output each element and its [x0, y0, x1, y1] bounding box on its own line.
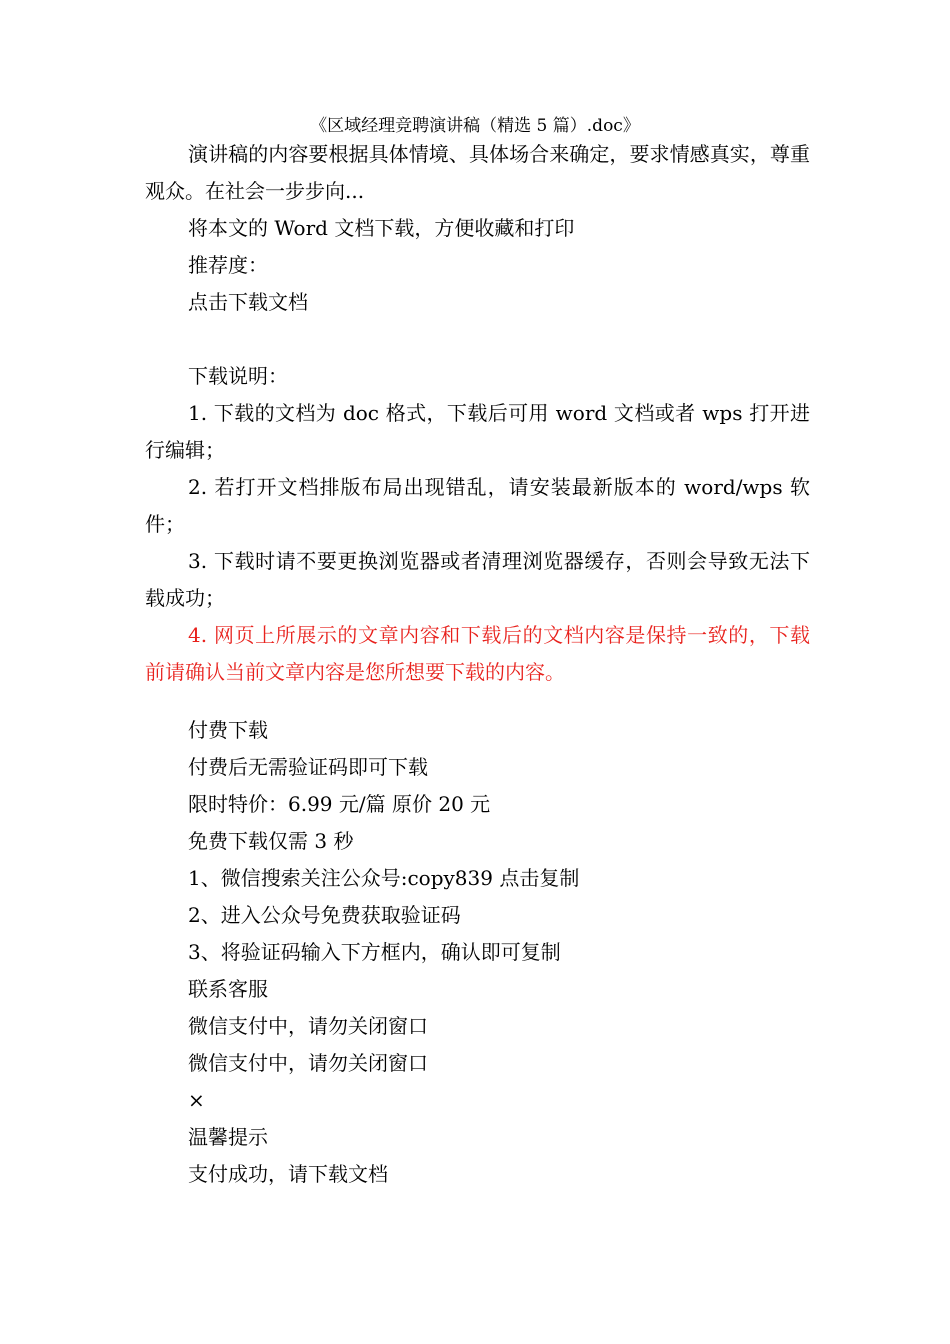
instruction-item-3: 3. 下载时请不要更换浏览器或者清理浏览器缓存，否则会导致无法下载成功； [145, 549, 810, 610]
instructions-heading: 下载说明： [188, 364, 288, 388]
download-prompt: 将本文的 Word 文档下载，方便收藏和打印 [188, 216, 575, 240]
no-code-note: 付费后无需验证码即可下载 [188, 755, 428, 779]
contact-support-link[interactable]: 联系客服 [188, 977, 268, 1001]
instruction-item-2: 2. 若打开文档排版布局出现错乱，请安装最新版本的 word/wps 软件； [145, 475, 810, 536]
instruction-item-1: 1. 下载的文档为 doc 格式，下载后可用 word 文档或者 wps 打开进行编辑； [145, 401, 810, 462]
download-document-link[interactable]: 点击下载文档 [188, 290, 308, 314]
free-step-1: 1、微信搜索关注公众号:copy839 点击复制 [188, 866, 580, 890]
paid-download-heading: 付费下载 [188, 718, 268, 742]
wechat-pay-notice-1: 微信支付中，请勿关闭窗口 [188, 1014, 428, 1038]
spacer [145, 321, 810, 358]
summary-paragraph: 演讲稿的内容要根据具体情境、具体场合来确定，要求情感真实，尊重观众。在社会一步步向... [145, 142, 810, 203]
instruction-item-4-warning: 4. 网页上所展示的文章内容和下载后的文档内容是保持一致的，下载前请确认当前文章内容是您所想要下载的内容。 [145, 623, 810, 684]
tip-heading: 温馨提示 [188, 1125, 268, 1149]
wechat-pay-notice-2: 微信支付中，请勿关闭窗口 [188, 1051, 428, 1075]
close-icon[interactable]: × [188, 1088, 205, 1112]
spacer [145, 691, 810, 712]
rating-label: 推荐度： [188, 253, 268, 277]
free-step-3: 3、将验证码输入下方框内，确认即可复制 [188, 940, 561, 964]
document-title: 《区域经理竞聘演讲稿（精选 5 篇）.doc》 [310, 116, 640, 136]
free-download-heading: 免费下载仅需 3 秒 [188, 829, 354, 853]
price-line: 限时特价：6.99 元/篇 原价 20 元 [188, 792, 491, 816]
payment-success-message: 支付成功，请下载文档 [188, 1162, 388, 1186]
free-step-2: 2、进入公众号免费获取验证码 [188, 903, 461, 927]
document-body [145, 136, 810, 1193]
